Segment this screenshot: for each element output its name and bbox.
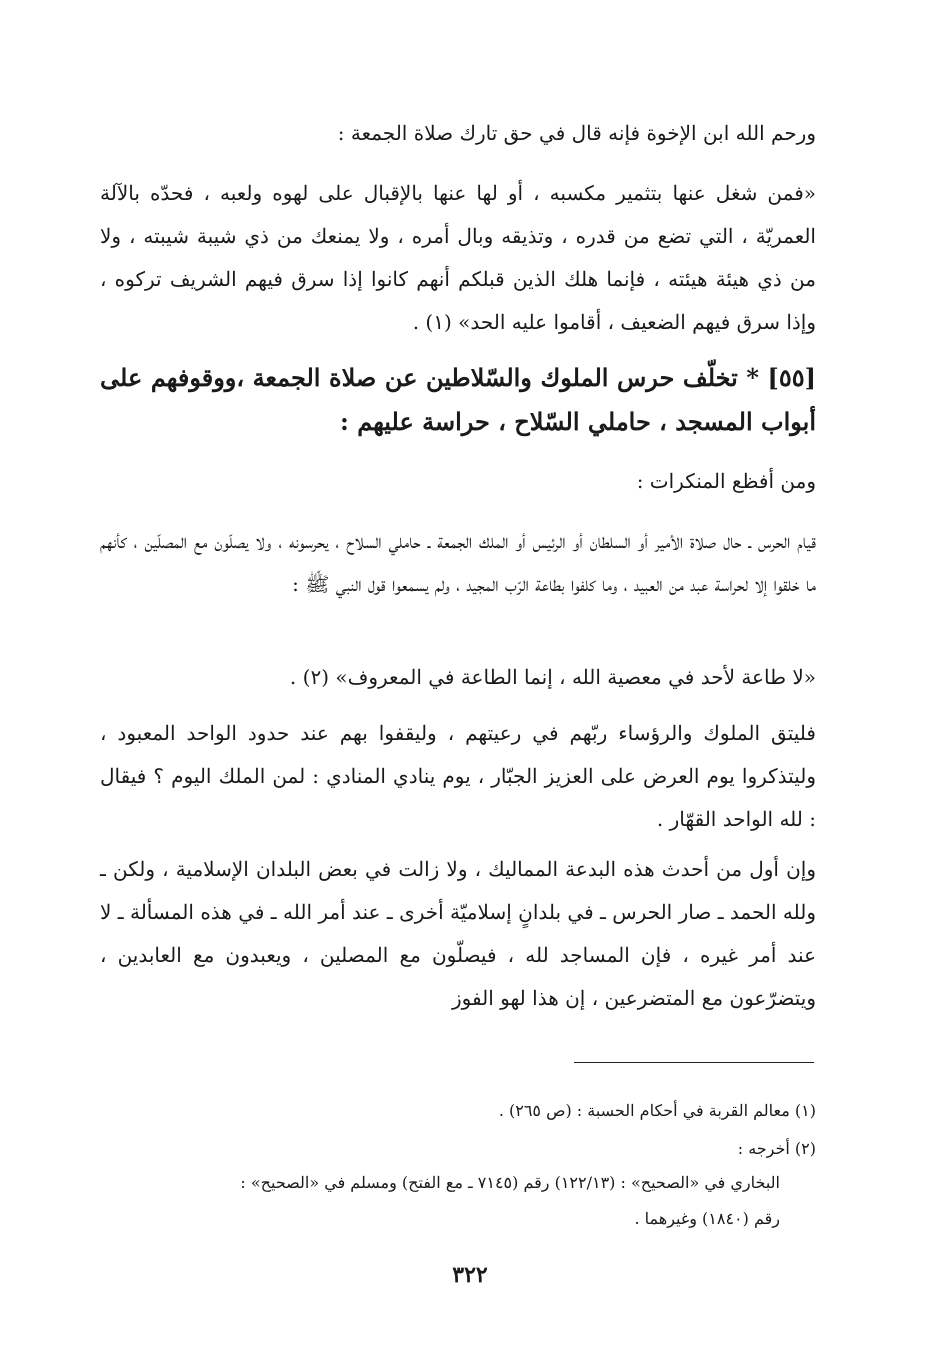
qiyam-paragraph: قيام الحرس ـ حال صلاة الأمير أو السلطان أو الرئيس أو الملك الجمعة ـ حاملي السلاح ، يحرسونه ، ولا يصلّون مع المصلّين ، كأنهم ما خلقوا إلا لحراسة عبد من العبيد ، وما كلفوا بطاعة الرّب المجيد ، ولم يسمعوا قول النبي ﷺ : bbox=[100, 529, 816, 596]
munkarat-paragraph: ومن أفظع المنكرات : bbox=[636, 469, 816, 493]
intro-paragraph: ورحم الله ابن الإخوة فإنه قال في حق تارك صلاة الجمعة : bbox=[337, 121, 816, 145]
footnote-2: (٢) أخرجه : bbox=[737, 1139, 816, 1158]
page-number: ٣٢٢ bbox=[452, 1262, 488, 1288]
hadith-paragraph: «لا طاعة لأحد في معصية الله ، إنما الطاعة في المعروف» (٢) . bbox=[289, 665, 816, 689]
section-heading: [٥٥] * تخلّف حرس الملوك والسّلاطين عن صلاة الجمعة ،ووقوفهم على أبواب المسجد ، حاملي السّلاح ، حراسة عليهم : bbox=[100, 363, 816, 436]
footnote-2-line-1: البخاري في «الصحيح» : (١٢٢/١٣) رقم (٧١٤٥ ـ مع الفتح) ومسلم في «الصحيح» : bbox=[240, 1173, 780, 1192]
quote-paragraph: «فمن شغل عنها بتثمير مكسبه ، أو لها عنها بالإقبال على لهوه ولعبه ، فحدّه بالآلة العمريّة ، التي تضع من قدره ، وتذيقه وبال أمره ، ولا يمنعك من ذي شيبة شيبته ، ولا من ذي هيئة هيئته ، فإنما هلك الذين قبلكم أنهم كانوا إذا سرق فيهم الشريف تركوه ، وإذا سرق فيهم الضعيف ، أقاموا عليه الحد» (١) . bbox=[100, 181, 816, 334]
falyattaq-paragraph: فليتق الملوك والرؤساء ربّهم في رعيتهم ، وليقفوا بهم عند حدود الواحد المعبود ، وليتذكروا يوم العرض على العزيز الجبّار ، يوم ينادي المنادي : لمن الملك اليوم ؟ فيقال : لله الواحد القهّار . bbox=[100, 721, 817, 831]
footnote-divider bbox=[574, 1062, 814, 1063]
awwal-paragraph: وإن أول من أحدث هذه البدعة المماليك ، ولا زالت في بعض البلدان الإسلامية ، ولكن ـ ولله الحمد ـ صار الحرس ـ في بلدانٍ إسلاميّة أخرى ـ عند أمر الله ـ في هذه المسألة ـ لا عند أمر غيره ، فإن المساجد لله ، فيصلّون مع المصلين ، ويعبدون مع العابدين ، ويتضرّعون مع المتضرعين ، إن هذا لهو الفوز bbox=[100, 857, 816, 1010]
footnote-1: (١) معالم القربة في أحكام الحسبة : (ص ٢٦٥) . bbox=[498, 1101, 816, 1120]
footnote-2-line-2: رقم (١٨٤٠) وغيرهما . bbox=[634, 1209, 780, 1228]
